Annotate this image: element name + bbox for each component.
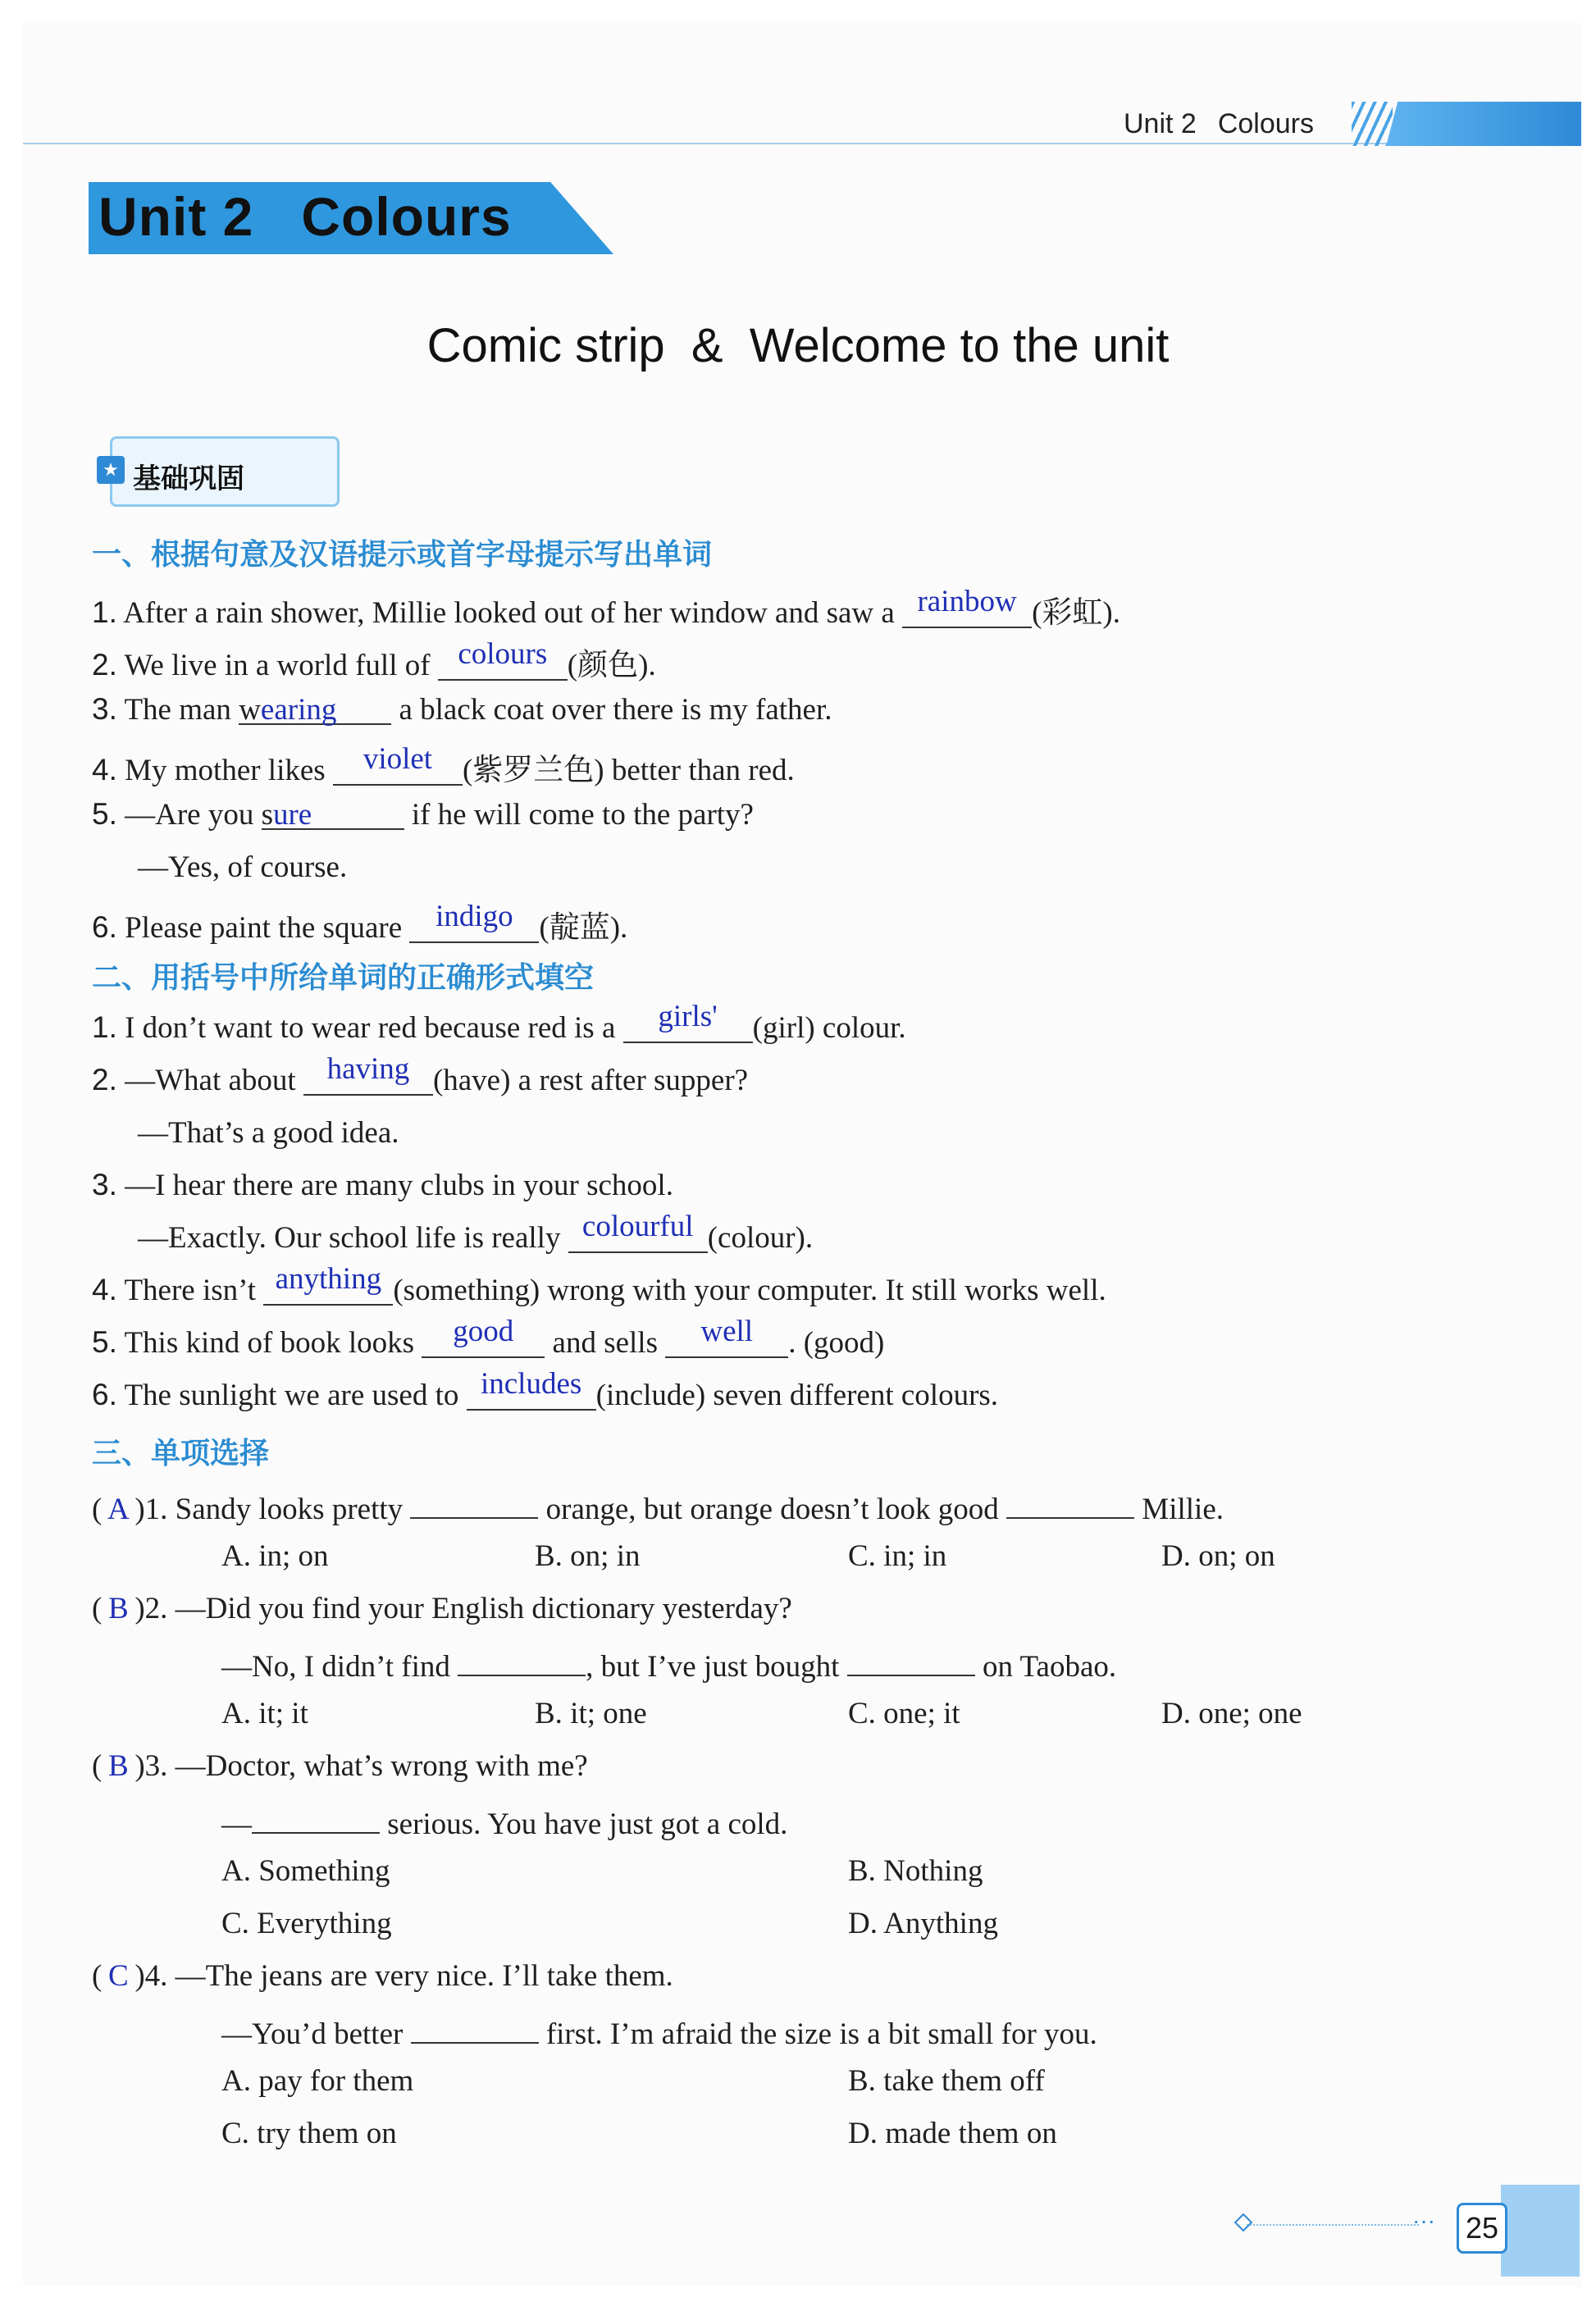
section1-heading: 一、根据句意及汉语提示或首字母提示写出单词 (92, 537, 713, 571)
s2-q3-reply (138, 1210, 814, 1256)
q-text: serious. You have just got a cold. (387, 1807, 788, 1841)
s3-q4 (92, 1958, 673, 1994)
answer-blank[interactable] (458, 1643, 586, 1676)
option-b[interactable]: B. it; one (535, 1697, 647, 1730)
option-a[interactable]: A. it; it (221, 1697, 308, 1730)
option-a[interactable]: A. pay for them (221, 2064, 414, 2098)
option-c[interactable]: C. Everything (221, 1907, 392, 1940)
footer-dotline (1247, 2224, 1419, 2226)
answer-text: includes (480, 1367, 582, 1401)
s3-q3-reply (221, 1801, 787, 1842)
star-icon: ★ (97, 456, 125, 484)
s3-q3 (92, 1748, 588, 1784)
q-text: My mother likes (125, 754, 326, 787)
q-number: 6. (92, 910, 117, 944)
q-text: This kind of book looks (124, 1326, 415, 1360)
q-number: 4. (92, 1273, 117, 1306)
answer-blank[interactable] (623, 1000, 753, 1043)
answer-text: colourful (581, 1210, 694, 1243)
option-b[interactable]: B. take them off (848, 2064, 1045, 2098)
running-head-topic: Colours (1217, 108, 1314, 139)
answer-blank[interactable] (847, 1643, 975, 1676)
q-text: , but I’ve just bought (586, 1650, 840, 1684)
s1-q2 (92, 637, 656, 684)
lesson-title: Comic strip & Welcome to the unit (426, 319, 1170, 372)
s2-q1 (92, 1000, 906, 1046)
answer-blank[interactable] (303, 1052, 433, 1096)
option-c[interactable]: C. in; in (848, 1539, 947, 1573)
s1-q5 (92, 797, 754, 832)
q-text: —Exactly. Our school life is really (138, 1221, 561, 1255)
q-text: There isn’t (124, 1274, 257, 1307)
q-text: After a rain shower, Millie looked out of her window and saw a (123, 596, 895, 630)
badge-label: 基础巩固 (133, 463, 244, 495)
answer-blank[interactable] (263, 1262, 393, 1306)
answer-text: rainbow (917, 585, 1017, 618)
answer-blank[interactable] (239, 692, 391, 725)
answer-blank[interactable] (568, 1210, 708, 1253)
mc-answer[interactable]: A (107, 1493, 130, 1526)
answer-blank[interactable] (467, 1367, 596, 1411)
q-number: )3. (135, 1749, 168, 1783)
q-number: )2. (135, 1592, 168, 1625)
answer-blank[interactable] (438, 637, 568, 681)
option-d[interactable]: D. one; one (1161, 1697, 1302, 1730)
s2-q6 (92, 1367, 999, 1413)
s2-q3 (92, 1168, 673, 1203)
answer-blank[interactable] (665, 1315, 788, 1358)
open-paren: ( (92, 1749, 103, 1783)
answer-text: earing (260, 693, 337, 727)
section2-heading: 二、用括号中所给单词的正确形式填空 (92, 960, 595, 994)
answer-blank[interactable] (411, 2011, 539, 2044)
q-text: (girl) colour. (752, 1011, 906, 1045)
q-text: . (good) (788, 1326, 885, 1360)
s3-q4-reply (221, 2011, 1097, 2052)
s1-q1 (92, 587, 1120, 631)
answer-blank[interactable] (902, 585, 1032, 628)
answer-blank[interactable] (333, 742, 463, 786)
mc-answer[interactable]: C (107, 1959, 129, 1993)
q-text: —Are you (125, 798, 254, 832)
q-number: 3. (92, 692, 117, 726)
q-number: 2. (92, 648, 117, 681)
q-text: on Taobao. (982, 1650, 1117, 1684)
q-number: 1. (92, 1010, 117, 1044)
q-text: (include) seven different colours. (595, 1379, 999, 1412)
q-number: 6. (92, 1378, 117, 1411)
s2-q2-reply: —That’s a good idea. (138, 1116, 399, 1150)
q-number: 5. (92, 797, 117, 831)
q-text: I don’t want to wear red because red is a (125, 1011, 616, 1045)
option-c[interactable]: C. try them on (221, 2117, 397, 2150)
running-head (1124, 108, 1335, 140)
answer-blank[interactable] (422, 1315, 545, 1358)
answer-text: indigo (435, 900, 513, 933)
q-text: Millie. (1142, 1493, 1224, 1526)
s2-q5 (92, 1315, 885, 1361)
q-text: orange, but orange doesn’t look good (545, 1493, 999, 1526)
q-text: (紫罗兰色) better than red. (462, 754, 795, 787)
q-text: We live in a world full of (124, 649, 431, 682)
q-text: (something) wrong with your computer. It still works well. (393, 1274, 1106, 1307)
open-paren: ( (92, 1493, 103, 1526)
mc-answer[interactable]: B (107, 1749, 129, 1783)
header-stripes (1352, 102, 1393, 146)
option-d[interactable]: D. made them on (848, 2117, 1057, 2150)
q-text: a black coat over there is my father. (399, 693, 832, 727)
q-text: (彩虹). (1032, 596, 1120, 630)
q-text: and sells (552, 1326, 658, 1360)
unit-title: Unit 2 Colours (98, 186, 512, 247)
q-number: 2. (92, 1063, 117, 1096)
initial-letter: s (261, 798, 273, 832)
s1-q6 (92, 902, 627, 946)
answer-text: violet (363, 742, 433, 776)
q-text: —Did you find your English dictionary yesterday? (175, 1592, 792, 1625)
answer-text: girls' (658, 1000, 718, 1033)
q-number: )1. (135, 1493, 168, 1526)
q-number: 5. (92, 1325, 117, 1359)
answer-text: ure (272, 798, 312, 832)
q-number: 4. (92, 753, 117, 786)
q-number: 1. (92, 595, 117, 629)
footer-dots: ··· (1412, 2208, 1435, 2233)
header-rule (23, 143, 1573, 144)
s2-q2 (92, 1052, 749, 1098)
q-text: The man (124, 693, 231, 727)
q-text: —I hear there are many clubs in your school. (125, 1169, 673, 1202)
q-text: Please paint the square (125, 911, 403, 945)
q-text: if he will come to the party? (411, 798, 754, 832)
answer-text: having (326, 1052, 410, 1086)
initial-letter: w (239, 693, 261, 727)
option-c[interactable]: C. one; it (848, 1697, 960, 1730)
q-text: first. I’m afraid the size is a bit small for you. (545, 2017, 1097, 2051)
q-text: (colour). (707, 1221, 814, 1255)
q-text: The sunlight we are used to (124, 1379, 459, 1412)
option-b[interactable]: B. on; in (535, 1539, 641, 1573)
option-d[interactable]: D. on; on (1161, 1539, 1275, 1573)
q-text: — (221, 1807, 252, 1841)
answer-blank[interactable] (410, 1486, 538, 1519)
answer-text: colours (458, 637, 548, 671)
answer-blank[interactable] (1006, 1486, 1134, 1519)
answer-text: anything (275, 1262, 382, 1296)
answer-blank[interactable] (252, 1801, 380, 1834)
header-bar (1386, 102, 1581, 146)
q-text: (靛蓝). (539, 911, 628, 945)
option-a[interactable]: A. in; on (221, 1539, 329, 1573)
open-paren: ( (92, 1592, 103, 1625)
option-a[interactable]: A. Something (221, 1854, 390, 1888)
s1-q4 (92, 742, 795, 789)
option-d[interactable]: D. Anything (848, 1907, 998, 1940)
s3-q2 (92, 1591, 792, 1626)
q-text: —Doctor, what’s wrong with me? (175, 1749, 588, 1783)
mc-answer[interactable]: B (107, 1592, 129, 1625)
s1-q5-reply: —Yes, of course. (138, 850, 348, 884)
q-text: —The jeans are very nice. I’ll take them. (175, 1959, 673, 1993)
q-text: (颜色). (567, 649, 656, 682)
q-number: )4. (135, 1959, 168, 1993)
option-b[interactable]: B. Nothing (848, 1854, 983, 1888)
q-text: —No, I didn’t find (221, 1650, 450, 1684)
answer-text: well (700, 1315, 754, 1348)
q-number: 3. (92, 1168, 117, 1201)
answer-blank[interactable] (262, 797, 404, 830)
page-number: 25 (1457, 2203, 1507, 2254)
running-head-unit: Unit 2 (1124, 108, 1197, 139)
section3-heading: 三、单项选择 (92, 1436, 270, 1470)
q-text: (have) a rest after supper? (432, 1064, 749, 1097)
s1-q3 (92, 692, 832, 727)
footer-corner (1501, 2185, 1580, 2277)
answer-blank[interactable] (409, 900, 539, 943)
q-text: —You’d better (221, 2017, 404, 2051)
q-text: Sandy looks pretty (175, 1493, 404, 1526)
s3-q1 (92, 1486, 1224, 1527)
answer-text: good (453, 1315, 514, 1348)
s2-q4 (92, 1262, 1106, 1308)
s3-q2-reply (221, 1643, 1116, 1684)
open-paren: ( (92, 1959, 103, 1993)
q-text: —What about (125, 1064, 296, 1097)
